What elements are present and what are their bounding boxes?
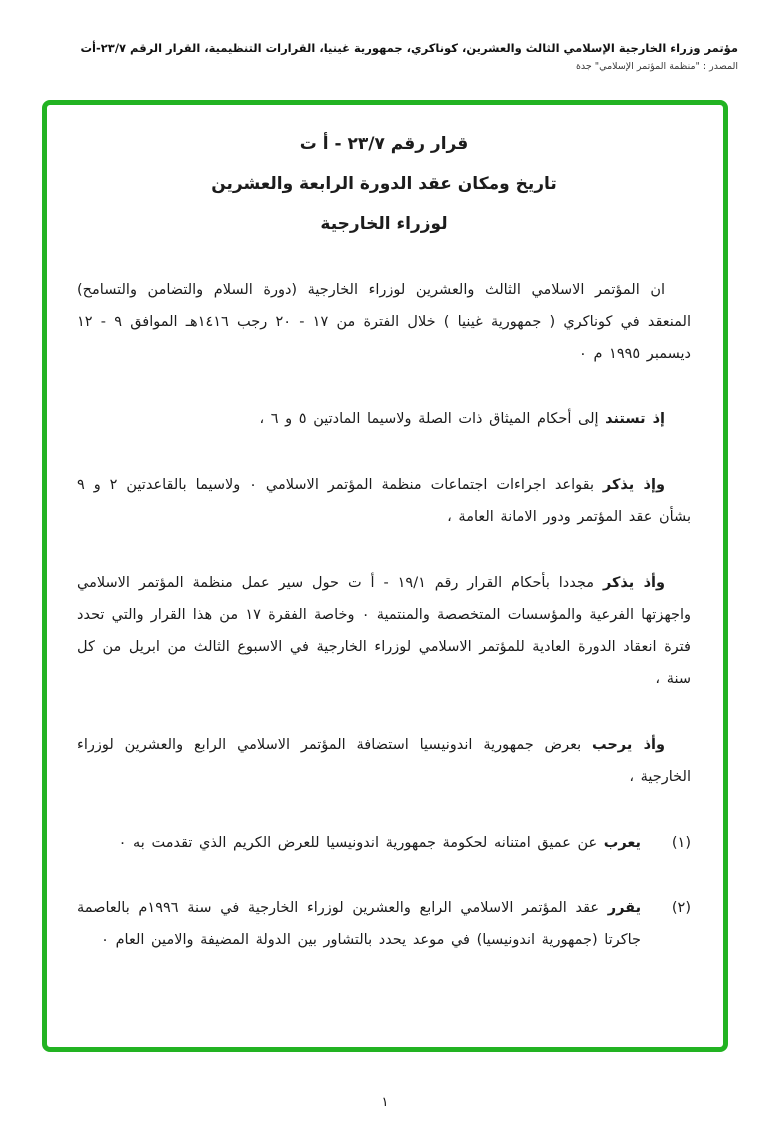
- paragraph-text: بعرض جمهورية اندونيسيا استضافة المؤتمر الاسلامي الرابع والعشرين لوزراء الخارجية ،: [77, 736, 691, 785]
- paragraph-text: ان المؤتمر الاسلامي الثالث والعشرين لوزراء الخارجية (دورة السلام والتضامن والتسامح) المنعقد في كوناكري ( جمهورية غينيا ) خلال الفترة من ١٧ - ٢٠ رجب ١٤١٦هـ الموافق ٩ - ١٢ ديسمبر ١٩٩٥ م ٠: [77, 281, 691, 362]
- operative-item: [77, 893, 691, 957]
- title-line-subject: تاريخ ومكان عقد الدورة الرابعة والعشرين: [211, 173, 557, 194]
- paragraph-text: مجددا بأحكام القرار رقم ١٩/١ - أ ت حول سير عمل منظمة المؤتمر الاسلامي واجهزتها الفرعية والمؤسسات المتخصصة والمنتمية ٠ وخاصة الفقرة ١٧ من هذا القرار والتي تحدد فترة انعقاد الدورة العادية للمؤتمر الاسلامي لوزراء الخارجية في الاسبوع الثالث من ابريل من كل سنة ،: [77, 575, 692, 687]
- item-body: عقد المؤتمر الاسلامي الرابع والعشرين لوزراء الخارجية في سنة ١٩٩٦م بالعاصمة جاكرتا (جمهورية اندونيسيا) في موعد يحدد بالتشاور بين الدولة المضيفة والامين العام ٠: [77, 900, 641, 949]
- preamble-paragraph: [77, 275, 691, 371]
- paragraph-lead: وإذ يذكر: [602, 477, 665, 494]
- item-text: [77, 893, 641, 957]
- paragraph-lead: وأذ يرحب: [592, 736, 666, 753]
- preamble-paragraph: [77, 730, 691, 794]
- paragraph-lead: إذ تستند: [605, 411, 665, 428]
- item-number: (١): [671, 834, 691, 851]
- title-line-resolution-number: قرار رقم ٢٣/٧ - أ ت: [299, 134, 469, 154]
- operative-item: [77, 828, 691, 860]
- resolution-body: [77, 275, 691, 957]
- paragraph-text: بقواعد اجراءات اجتماعات منظمة المؤتمر الاسلامي ٠ ولاسيما بالقاعدتين ٢ و ٩ بشأن عقد المؤتمر ودور الامانة العامة ،: [77, 477, 691, 526]
- item-body: عن عميق امتنانه لحكومة جمهورية اندونيسيا للعرض الكريم الذي تقدمت به ٠: [118, 834, 598, 851]
- page-number: ١: [381, 1095, 389, 1110]
- paragraph-lead: وأذ يذكر: [602, 575, 665, 592]
- item-text: [77, 828, 641, 860]
- document-header: [0, 0, 770, 72]
- preamble-paragraph: [77, 470, 691, 534]
- resolution-title-block: [77, 125, 691, 245]
- item-lead: يعرب: [603, 834, 641, 851]
- preamble-paragraph: [77, 404, 691, 436]
- title-line-ministers: لوزراء الخارجية: [320, 213, 448, 234]
- item-lead: يقرر: [607, 900, 642, 917]
- header-source-line: المصدر : "منظمة المؤتمر الإسلامي" جدة: [575, 61, 738, 73]
- resolution-frame: [42, 100, 728, 1052]
- operative-items: [77, 828, 691, 958]
- item-number: (٢): [671, 900, 691, 917]
- header-reference-line: مؤتمر وزراء الخارجية الإسلامي الثالث والعشرين، كوناكري، جمهورية غينيا، القرارات التنظيمية، القرار الرقم ٢٣/٧-أت: [80, 41, 738, 55]
- preamble-paragraph: [77, 568, 691, 696]
- paragraph-text: إلى أحكام الميثاق ذات الصلة ولاسيما المادتين ٥ و ٦ ،: [259, 411, 599, 428]
